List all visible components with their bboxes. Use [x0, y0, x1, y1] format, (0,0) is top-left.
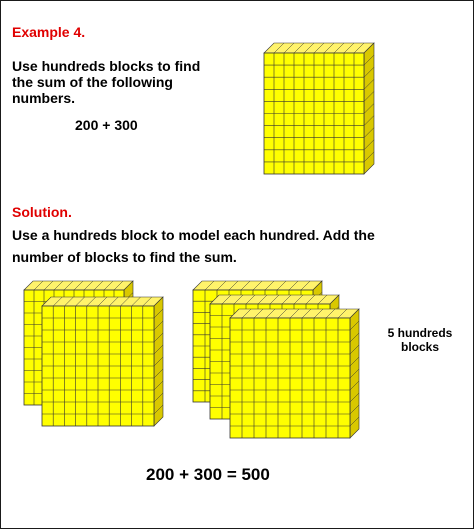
solution-heading: Solution. — [12, 204, 72, 220]
hundreds-block-example — [264, 43, 374, 174]
hundreds-block-200-b — [42, 297, 163, 426]
count-label-line-1: 5 hundreds — [387, 326, 453, 340]
count-label-line-2: blocks — [400, 340, 439, 354]
instruction-line-3: numbers. — [12, 90, 76, 106]
solution-line-2: number of blocks to find the sum. — [12, 249, 237, 265]
hundreds-block-300-c — [230, 309, 359, 438]
sum-equation: 200 + 300 = 500 — [146, 465, 270, 484]
instruction-line-1: Use hundreds blocks to find — [12, 58, 201, 74]
example-heading: Example 4. — [12, 24, 86, 40]
problem-expression: 200 + 300 — [75, 117, 138, 133]
instruction-line-2: the sum of the following — [12, 74, 173, 90]
solution-line-1: Use a hundreds block to model each hundred. Add the — [12, 227, 375, 243]
